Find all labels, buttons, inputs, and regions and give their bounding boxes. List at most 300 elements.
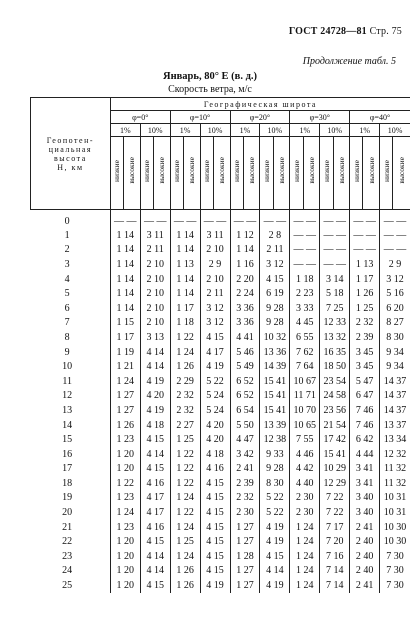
- value-cell: 3 41: [350, 476, 380, 491]
- value-cell: 4 14: [140, 549, 170, 564]
- value-cell: 2 30: [290, 505, 320, 520]
- value-cell: 1 27: [230, 564, 260, 579]
- value-cell: 3 12: [200, 301, 230, 316]
- height-cell: 24: [62, 565, 73, 577]
- value-cell: 7 46: [350, 403, 380, 418]
- value-cell: 3 13: [140, 330, 170, 345]
- sublabel-text: низкие: [112, 159, 122, 182]
- table-row: [31, 418, 411, 433]
- table-row: [31, 257, 411, 272]
- value-cell: 2 9: [200, 257, 230, 272]
- value-cell: 2 32: [350, 316, 380, 331]
- value-cell: 2 10: [140, 286, 170, 301]
- percent-header: 10%: [260, 124, 290, 137]
- latitude-header: φ=0°: [110, 111, 170, 124]
- value-cell: — —: [380, 228, 410, 243]
- value-cell: 1 27: [110, 389, 140, 404]
- value-cell: 23 56: [320, 403, 350, 418]
- value-cell: 1 26: [110, 418, 140, 433]
- value-cell: 4 15: [200, 491, 230, 506]
- value-cell: 2 29: [170, 374, 200, 389]
- sublabel-text: высокие: [336, 157, 346, 184]
- value-cell: — —: [320, 257, 350, 272]
- value-cell: — —: [230, 210, 260, 229]
- value-cell: 1 20: [110, 564, 140, 579]
- value-cell: 15 41: [260, 374, 290, 389]
- value-cell: 9 28: [260, 316, 290, 331]
- table-row: [31, 228, 411, 243]
- value-cell: 1 14: [230, 243, 260, 258]
- sublabel-text: высокие: [187, 157, 197, 184]
- sublabel-text: высокие: [397, 157, 407, 184]
- value-cell: 6 19: [260, 286, 290, 301]
- table-row: [31, 505, 411, 520]
- value-cell: 4 15: [140, 578, 170, 593]
- sublabel-text: низкие: [202, 159, 212, 182]
- value-cell: 1 22: [170, 462, 200, 477]
- table-row: [31, 476, 411, 491]
- value-cell: 10 31: [380, 505, 410, 520]
- value-cell: 9 34: [380, 345, 410, 360]
- value-cell: 4 15: [200, 564, 230, 579]
- value-cell: — —: [290, 243, 320, 258]
- value-cell: 7 30: [380, 564, 410, 579]
- value-cell: 3 40: [350, 491, 380, 506]
- value-cell: 17 42: [320, 432, 350, 447]
- value-cell: 4 40: [290, 476, 320, 491]
- height-cell: 7: [64, 317, 70, 329]
- value-cell: — —: [290, 228, 320, 243]
- value-cell: 2 11: [140, 243, 170, 258]
- height-cell: 17: [62, 463, 73, 475]
- value-cell: 2 11: [200, 286, 230, 301]
- sublabel-text: низкие: [142, 159, 152, 182]
- value-cell: 1 25: [170, 432, 200, 447]
- value-cell: 7 55: [290, 432, 320, 447]
- value-cell: 2 30: [230, 505, 260, 520]
- value-cell: 11 71: [290, 389, 320, 404]
- value-cell: 2 10: [140, 316, 170, 331]
- value-cell: 4 17: [140, 491, 170, 506]
- value-cell: 4 17: [140, 505, 170, 520]
- height-cell: 9: [64, 346, 70, 358]
- value-cell: — —: [140, 210, 170, 229]
- value-cell: 4 16: [140, 520, 170, 535]
- sublabel-header: [170, 137, 183, 210]
- value-cell: 4 19: [200, 359, 230, 374]
- value-cell: 2 39: [230, 476, 260, 491]
- value-cell: 1 24: [110, 505, 140, 520]
- value-cell: 2 8: [260, 228, 290, 243]
- value-cell: 4 44: [350, 447, 380, 462]
- sublabel-text: низкие: [291, 159, 301, 182]
- value-cell: 24 58: [320, 389, 350, 404]
- value-cell: 7 64: [290, 359, 320, 374]
- value-cell: — —: [260, 210, 290, 229]
- value-cell: 4 20: [140, 389, 170, 404]
- height-cell: 12: [62, 390, 73, 402]
- value-cell: 1 26: [350, 286, 380, 301]
- table-row: [31, 447, 411, 462]
- value-cell: 2 10: [140, 257, 170, 272]
- header-row-group: [31, 98, 411, 111]
- value-cell: 1 14: [110, 228, 140, 243]
- value-cell: 1 22: [170, 505, 200, 520]
- value-cell: 1 22: [170, 447, 200, 462]
- value-cell: — —: [320, 228, 350, 243]
- value-cell: 2 10: [200, 243, 230, 258]
- value-cell: 1 26: [170, 564, 200, 579]
- table-row: [31, 534, 411, 549]
- sublabel-header: [303, 137, 320, 210]
- sublabel-header: [154, 137, 171, 210]
- value-cell: 3 11: [140, 228, 170, 243]
- value-cell: 4 15: [140, 432, 170, 447]
- value-cell: 3 40: [350, 505, 380, 520]
- height-header-line: Геопотен-: [46, 135, 95, 145]
- standard-number: ГОСТ 24728—81: [288, 26, 367, 37]
- value-cell: 14 39: [260, 359, 290, 374]
- value-cell: 1 14: [170, 243, 200, 258]
- value-cell: 10 29: [320, 462, 350, 477]
- latitude-group-header: Географическая широта: [110, 98, 410, 111]
- value-cell: 5 24: [200, 389, 230, 404]
- value-cell: 13 34: [380, 432, 410, 447]
- value-cell: 7 14: [320, 578, 350, 593]
- value-cell: 1 14: [110, 286, 140, 301]
- value-cell: 9 28: [260, 301, 290, 316]
- value-cell: 1 27: [230, 578, 260, 593]
- sublabel-header: [230, 137, 243, 210]
- value-cell: 4 15: [260, 549, 290, 564]
- value-cell: — —: [350, 210, 380, 229]
- height-cell: 1: [64, 229, 70, 241]
- value-cell: 4 15: [200, 534, 230, 549]
- value-cell: 7 22: [320, 491, 350, 506]
- value-cell: 1 17: [170, 301, 200, 316]
- sublabel-header: [260, 137, 273, 210]
- value-cell: 1 27: [110, 403, 140, 418]
- value-cell: 2 40: [350, 534, 380, 549]
- value-cell: 3 12: [260, 257, 290, 272]
- height-cell: 3: [64, 258, 70, 270]
- value-cell: 3 11: [200, 228, 230, 243]
- value-cell: 4 18: [200, 447, 230, 462]
- value-cell: 1 20: [110, 549, 140, 564]
- height-cell: 23: [62, 550, 73, 562]
- sublabel-header: [333, 137, 350, 210]
- value-cell: 4 46: [290, 447, 320, 462]
- sublabel-text: низкие: [232, 159, 242, 182]
- value-cell: — —: [200, 210, 230, 229]
- value-cell: 5 16: [380, 286, 410, 301]
- value-cell: 13 36: [260, 345, 290, 360]
- value-cell: 2 32: [170, 389, 200, 404]
- value-cell: 4 15: [200, 520, 230, 535]
- height-cell: 21: [62, 521, 73, 533]
- value-cell: — —: [320, 210, 350, 229]
- value-cell: 4 18: [140, 418, 170, 433]
- value-cell: 1 14: [170, 272, 200, 287]
- value-cell: 1 24: [290, 520, 320, 535]
- value-cell: 7 30: [380, 549, 410, 564]
- height-cell: 8: [64, 331, 70, 343]
- sublabel-text: высокие: [247, 157, 257, 184]
- value-cell: 1 25: [170, 534, 200, 549]
- sublabel-text: высокие: [306, 157, 316, 184]
- table-row: [31, 301, 411, 316]
- value-cell: 4 47: [230, 432, 260, 447]
- percent-header: 10%: [140, 124, 170, 137]
- percent-header: 10%: [200, 124, 230, 137]
- sublabel-header: [320, 137, 333, 210]
- value-cell: 1 26: [170, 578, 200, 593]
- latitude-header: φ=40°: [350, 111, 410, 124]
- value-cell: 10 70: [290, 403, 320, 418]
- value-cell: 10 31: [380, 491, 410, 506]
- value-cell: 4 19: [260, 534, 290, 549]
- height-cell: 25: [62, 580, 73, 592]
- latitude-header: φ=30°: [290, 111, 350, 124]
- value-cell: 5 46: [230, 345, 260, 360]
- value-cell: 15 41: [320, 447, 350, 462]
- value-cell: 1 18: [170, 316, 200, 331]
- value-cell: 4 16: [200, 462, 230, 477]
- value-cell: 1 26: [170, 359, 200, 374]
- sublabel-text: низкие: [351, 159, 361, 182]
- value-cell: 1 12: [230, 228, 260, 243]
- value-cell: 2 40: [350, 549, 380, 564]
- sublabel-text: высокие: [127, 157, 137, 184]
- value-cell: 2 9: [380, 257, 410, 272]
- value-cell: 2 39: [350, 330, 380, 345]
- value-cell: 2 20: [230, 272, 260, 287]
- value-cell: 1 14: [170, 228, 200, 243]
- value-cell: 2 11: [260, 243, 290, 258]
- value-cell: 3 36: [230, 301, 260, 316]
- height-header-line: H, км: [57, 162, 84, 172]
- value-cell: 2 27: [170, 418, 200, 433]
- value-cell: 4 17: [200, 345, 230, 360]
- value-cell: 1 24: [170, 520, 200, 535]
- value-cell: 12 29: [320, 476, 350, 491]
- value-cell: 2 41: [350, 520, 380, 535]
- value-cell: 1 24: [290, 549, 320, 564]
- value-cell: 11 32: [380, 462, 410, 477]
- height-header-line: высота: [54, 153, 87, 163]
- sublabel-header: [200, 137, 213, 210]
- value-cell: 8 30: [260, 476, 290, 491]
- table-row: [31, 564, 411, 579]
- value-cell: 1 27: [230, 534, 260, 549]
- sublabel-header: [110, 137, 123, 210]
- sublabel-header: [380, 137, 393, 210]
- value-cell: 3 33: [290, 301, 320, 316]
- sublabel-text: низкие: [262, 159, 272, 182]
- percent-header: 10%: [380, 124, 410, 137]
- value-cell: 4 19: [260, 520, 290, 535]
- sublabel-text: высокие: [217, 157, 227, 184]
- height-cell: 11: [62, 375, 72, 387]
- value-cell: 15 41: [260, 403, 290, 418]
- table-row: [31, 359, 411, 374]
- table-row: [31, 462, 411, 477]
- value-cell: 1 24: [290, 534, 320, 549]
- value-cell: 4 19: [140, 403, 170, 418]
- value-cell: 1 24: [170, 491, 200, 506]
- value-cell: — —: [290, 210, 320, 229]
- value-cell: 3 12: [380, 272, 410, 287]
- value-cell: 4 15: [200, 476, 230, 491]
- sublabel-header: [350, 137, 363, 210]
- table-row: [31, 243, 411, 258]
- value-cell: 1 24: [170, 345, 200, 360]
- height-cell: 20: [62, 507, 73, 519]
- sublabel-header: [243, 137, 260, 210]
- value-cell: 9 33: [260, 447, 290, 462]
- value-cell: 7 22: [320, 505, 350, 520]
- height-cell: 15: [62, 434, 73, 446]
- value-cell: 10 30: [380, 534, 410, 549]
- value-cell: 4 14: [140, 359, 170, 374]
- wind-speed-table-wrapper: [30, 97, 410, 593]
- value-cell: 2 32: [230, 491, 260, 506]
- percent-header: 10%: [320, 124, 350, 137]
- value-cell: 5 22: [260, 491, 290, 506]
- table-row: [31, 210, 411, 229]
- percent-header: 1%: [290, 124, 320, 137]
- value-cell: 12 33: [320, 316, 350, 331]
- height-cell: 16: [62, 448, 73, 460]
- sublabel-header: [290, 137, 303, 210]
- value-cell: 2 23: [290, 286, 320, 301]
- value-cell: 8 30: [380, 330, 410, 345]
- height-cell: 13: [62, 404, 73, 416]
- table-row: [31, 374, 411, 389]
- value-cell: 2 10: [140, 301, 170, 316]
- value-cell: 5 22: [200, 374, 230, 389]
- value-cell: 1 13: [350, 257, 380, 272]
- value-cell: 4 14: [260, 564, 290, 579]
- value-cell: 6 42: [350, 432, 380, 447]
- value-cell: 12 32: [380, 447, 410, 462]
- value-cell: — —: [290, 257, 320, 272]
- percent-header: 1%: [230, 124, 260, 137]
- value-cell: 10 32: [260, 330, 290, 345]
- latitude-header: φ=20°: [230, 111, 290, 124]
- value-cell: 5 24: [200, 403, 230, 418]
- value-cell: 7 46: [350, 418, 380, 433]
- value-cell: 3 45: [350, 359, 380, 374]
- height-cell: 5: [64, 288, 70, 300]
- table-row: [31, 272, 411, 287]
- value-cell: 8 27: [380, 316, 410, 331]
- height-cell: 22: [62, 536, 73, 548]
- value-cell: 1 14: [110, 272, 140, 287]
- value-cell: 4 15: [200, 549, 230, 564]
- value-cell: 1 25: [350, 301, 380, 316]
- table-row: [31, 491, 411, 506]
- value-cell: 1 20: [110, 447, 140, 462]
- value-cell: 4 42: [290, 462, 320, 477]
- table-row: [31, 520, 411, 535]
- percent-header: 1%: [170, 124, 200, 137]
- value-cell: 1 22: [110, 476, 140, 491]
- value-cell: 9 34: [380, 359, 410, 374]
- sublabel-text: низкие: [321, 159, 331, 182]
- value-cell: 1 14: [110, 301, 140, 316]
- value-cell: 1 16: [230, 257, 260, 272]
- value-cell: 4 14: [140, 564, 170, 579]
- sublabel-header: [183, 137, 200, 210]
- value-cell: 5 47: [350, 374, 380, 389]
- sublabel-header: [124, 137, 141, 210]
- value-cell: 4 41: [230, 330, 260, 345]
- value-cell: 3 14: [320, 272, 350, 287]
- value-cell: 6 54: [230, 403, 260, 418]
- percent-header: 1%: [110, 124, 140, 137]
- value-cell: 7 17: [320, 520, 350, 535]
- value-cell: 10 67: [290, 374, 320, 389]
- value-cell: 2 41: [230, 462, 260, 477]
- value-cell: 9 28: [260, 462, 290, 477]
- table-row: [31, 432, 411, 447]
- height-cell: 6: [64, 302, 70, 314]
- value-cell: 14 37: [380, 374, 410, 389]
- value-cell: 6 52: [230, 374, 260, 389]
- value-cell: 1 24: [110, 374, 140, 389]
- table-subtitle: Скорость ветра, м/с: [168, 84, 252, 95]
- value-cell: 15 41: [260, 389, 290, 404]
- value-cell: 4 20: [200, 418, 230, 433]
- value-cell: 14 37: [380, 389, 410, 404]
- value-cell: 3 12: [200, 316, 230, 331]
- value-cell: — —: [380, 210, 410, 229]
- value-cell: 4 19: [260, 578, 290, 593]
- value-cell: 3 42: [230, 447, 260, 462]
- value-cell: 6 20: [380, 301, 410, 316]
- value-cell: 3 36: [230, 316, 260, 331]
- sublabel-text: высокие: [277, 157, 287, 184]
- continuation-note: Продолжение табл. 5: [302, 56, 396, 67]
- value-cell: 14 37: [380, 403, 410, 418]
- sublabel-text: высокие: [366, 157, 376, 184]
- latitude-header: φ=10°: [170, 111, 230, 124]
- value-cell: 3 45: [350, 345, 380, 360]
- value-cell: 1 23: [110, 432, 140, 447]
- value-cell: 5 49: [230, 359, 260, 374]
- value-cell: 4 15: [140, 462, 170, 477]
- height-header-line: циальная: [48, 144, 93, 154]
- value-cell: 13 32: [320, 330, 350, 345]
- height-cell: 0: [64, 215, 70, 227]
- value-cell: 6 47: [350, 389, 380, 404]
- sublabel-text: низкие: [381, 159, 391, 182]
- value-cell: 1 23: [110, 520, 140, 535]
- value-cell: — —: [380, 243, 410, 258]
- value-cell: 1 14: [170, 286, 200, 301]
- value-cell: 1 24: [290, 564, 320, 579]
- table-row: [31, 403, 411, 418]
- value-cell: 16 35: [320, 345, 350, 360]
- value-cell: — —: [320, 243, 350, 258]
- value-cell: 1 17: [350, 272, 380, 287]
- value-cell: 2 30: [290, 491, 320, 506]
- value-cell: 23 54: [320, 374, 350, 389]
- wind-speed-table: [30, 97, 410, 593]
- value-cell: 10 30: [380, 520, 410, 535]
- value-cell: 1 23: [110, 491, 140, 506]
